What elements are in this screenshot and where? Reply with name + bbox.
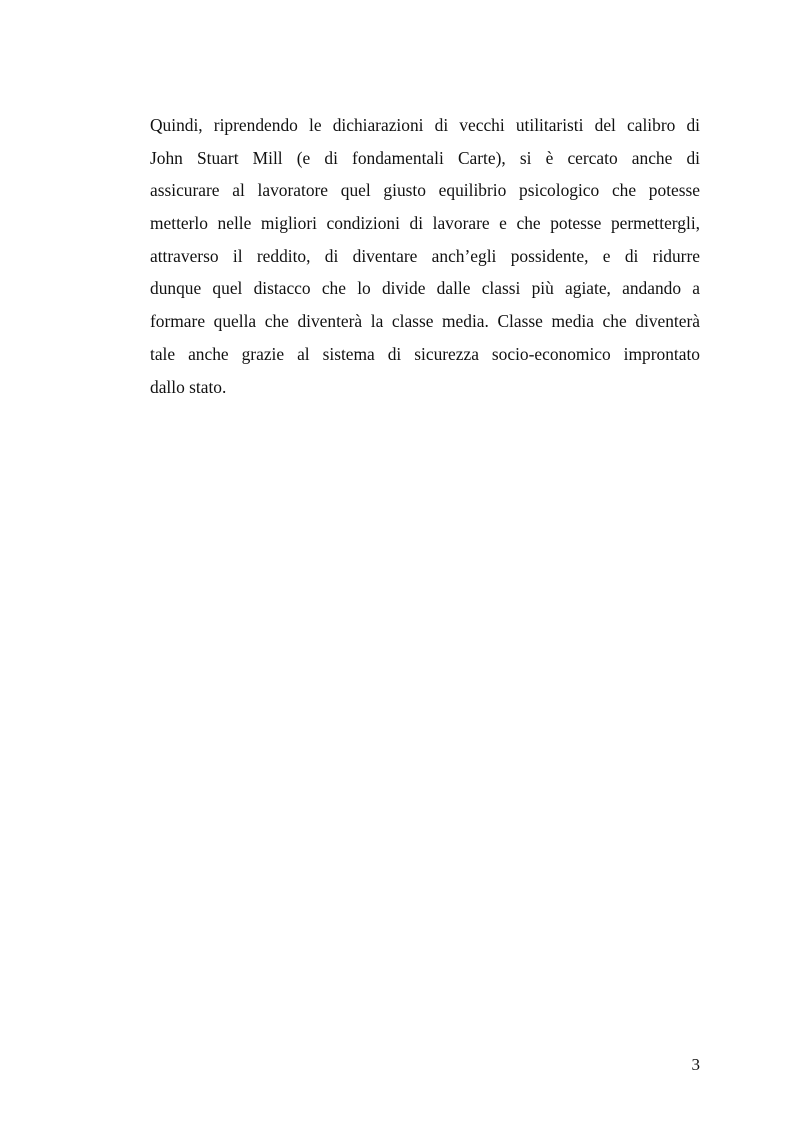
paragraph-line: John Stuart Mill (e di fondamentali Carte), si è cercato anche di — [150, 147, 700, 168]
paragraph-line: tale anche grazie al sistema di sicurezza socio-economico improntato — [150, 343, 700, 364]
paragraph-line: dallo stato. — [150, 376, 227, 397]
paragraph-line: Quindi, riprendendo le dichiarazioni di vecchi utilitaristi del calibro di — [150, 115, 700, 135]
paragraph-line: assicurare al lavoratore quel giusto equilibrio psicologico che potesse — [150, 180, 700, 201]
page-number: 3 — [691, 1055, 700, 1074]
paragraph-line: dunque quel distacco che lo divide dalle classi più agiate, andando a — [150, 278, 700, 299]
paragraph-line: attraverso il reddito, di diventare anch’egli possidente, e di ridurre — [150, 245, 700, 266]
paragraph-line: formare quella che diventerà la classe media. Classe media che diventerà — [150, 311, 700, 332]
paragraph-line: metterlo nelle migliori condizioni di lavorare e che potesse permettergli, — [150, 213, 700, 234]
body-paragraph — [150, 109, 700, 403]
